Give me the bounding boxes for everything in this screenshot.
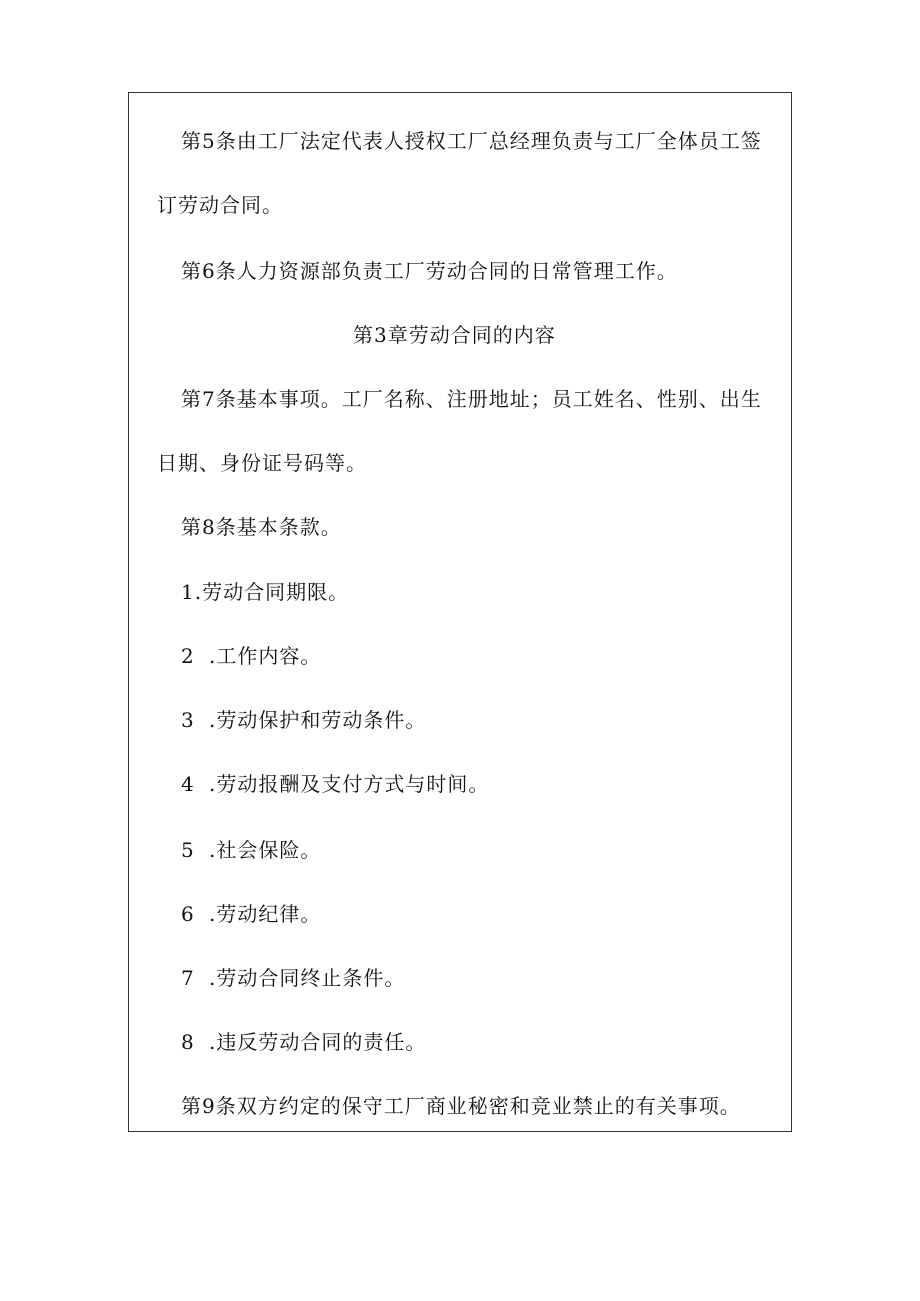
- list-item: [181, 580, 349, 604]
- list-item: [181, 1030, 426, 1054]
- list-item-number: 5: [181, 838, 195, 862]
- list-item: [181, 838, 321, 862]
- article-5-line-2: 订劳动合同。: [157, 193, 283, 217]
- list-item: [181, 708, 426, 732]
- list-item: [181, 644, 321, 668]
- article-7-line-2: 日期、身份证号码等。: [157, 451, 367, 475]
- list-item: [181, 772, 489, 796]
- list-item-text: .劳动报酬及支付方式与时间。: [209, 772, 490, 796]
- list-item-text: .劳动保护和劳动条件。: [209, 708, 427, 732]
- list-item-number: 3: [181, 708, 195, 732]
- list-item-number: 1.: [181, 580, 203, 604]
- list-item-number: 7: [181, 966, 195, 990]
- article-9: 第9条双方约定的保守工厂商业秘密和竞业禁止的有关事项。: [181, 1094, 741, 1118]
- list-item-text: .社会保险。: [209, 838, 322, 862]
- list-item-text: .劳动纪律。: [209, 902, 322, 926]
- article-5-line-1: 第5条由工厂法定代表人授权工厂总经理负责与工厂全体员工签: [181, 129, 762, 153]
- list-item-text: .工作内容。: [209, 644, 322, 668]
- article-7-line-1: 第7条基本事项。工厂名称、注册地址；员工姓名、性别、出生: [181, 387, 762, 411]
- list-item: [181, 902, 321, 926]
- list-item-number: 8: [181, 1030, 195, 1054]
- list-item-text: 劳动合同期限。: [202, 580, 350, 604]
- list-item-number: 6: [181, 902, 195, 926]
- document-frame: [128, 92, 792, 1132]
- list-item-text: .违反劳动合同的责任。: [209, 1030, 427, 1054]
- list-item-number: 2: [181, 644, 195, 668]
- list-item-text: .劳动合同终止条件。: [209, 966, 406, 990]
- list-item-number: 4: [181, 772, 195, 796]
- chapter-3-heading: 第3章劳动合同的内容: [353, 323, 556, 347]
- list-item: [181, 966, 405, 990]
- article-6: 第6条人力资源部负责工厂劳动合同的日常管理工作。: [181, 259, 678, 283]
- article-8: 第8条基本条款。: [181, 515, 342, 539]
